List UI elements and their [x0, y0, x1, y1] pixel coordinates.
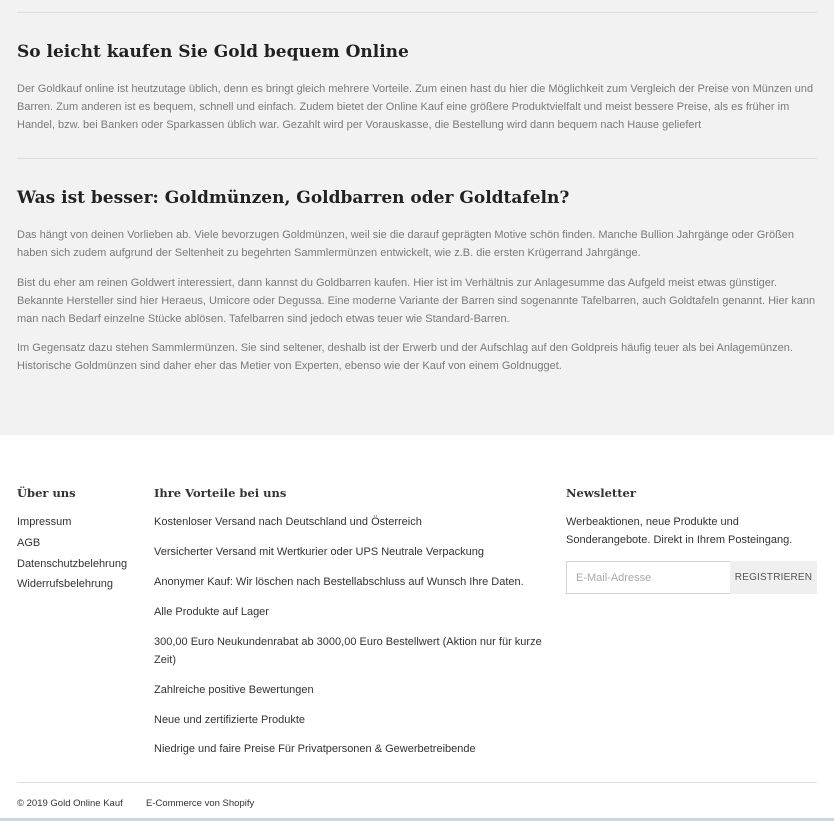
powered-by-link[interactable]: E-Commerce von Shopify [146, 798, 255, 809]
advantage-item: Niedrige und faire Preise Für Privatpersonen & Gewerbetreibende [154, 743, 476, 755]
footer-heading-newsletter: Newsletter [566, 486, 636, 500]
advantage-item: Alle Produkte auf Lager [154, 606, 269, 618]
advantage-item: Zahlreiche positive Bewertungen [154, 684, 314, 696]
advantage-item: Kostenloser Versand nach Deutschland und Österreich [154, 516, 422, 528]
advantage-item: Anonymer Kauf: Wir löschen nach Bestellabschluss auf Wunsch Ihre Daten. [154, 576, 524, 588]
footer-link-agb[interactable]: AGB [17, 537, 41, 549]
footer-heading-advantages: Ihre Vorteile bei uns [154, 486, 287, 500]
paragraph: Der Goldkauf online ist heutzutage üblich, denn es bringt gleich mehrere Vorteile. Zum einen hast du hier die Möglichkeit zum Vergleich der Preise von Münzen und Barren. Zum anderen ist es bequem, schnell und einfach. Zudem bietet der Online Kauf eine größere Produktvielfalt und meist bessere Preise, als es früher im Handel, bzw. bei Banken oder Sparkassen üblich war. Gezahlt wird per Vorauskasse, die Bestellung wird dann bequem nach Hause geliefert [17, 83, 814, 131]
footer-link-withdrawal[interactable]: Widerrufsbelehrung [17, 578, 113, 590]
divider [17, 782, 817, 783]
footer-link-impressum[interactable]: Impressum [17, 516, 72, 528]
advantage-item: 300,00 Euro Neukundenrabat ab 3000,00 Euro Bestellwert (Aktion nur für kurze Zeit) [154, 636, 542, 666]
newsletter-description: Werbeaktionen, neue Produkte und Sonderangebote. Direkt in Ihrem Posteingang. [566, 516, 793, 546]
divider [17, 12, 817, 13]
divider [17, 158, 817, 159]
section-title-comparison: Was ist besser: Goldmünzen, Goldbarren oder Goldtafeln? [17, 188, 570, 208]
section-title-buy-online: So leicht kaufen Sie Gold bequem Online [17, 42, 409, 62]
advantage-item: Neue und zertifizierte Produkte [154, 714, 306, 726]
newsletter-register-button[interactable]: REGISTRIEREN [730, 561, 817, 594]
copyright: © 2019 Gold Online Kauf [17, 798, 123, 809]
paragraph: Bist du eher am reinen Goldwert interessiert, dann kannst du Goldbarren kaufen. Hier ist im Verhältnis zur Anlagesumme das Aufgeld meist etwas günstiger. Bekannte Hersteller sind hier Heraeus, Umicore oder Degussa. Eine moderne Variante der Barren sind sogenannte Tafelbarren, auch Goldtafeln genannt. Hier kann man nach Bedarf einzelne Stücke ablösen. Tafelbarren sind jedoch etwas teuer wie Standard-Barren. [17, 277, 816, 325]
footer-link-privacy[interactable]: Datenschutzbelehrung [17, 558, 128, 570]
paragraph: Das hängt von deinen Vorlieben ab. Viele bevorzugen Goldmünzen, weil sie die darauf geprägten Motive schön finden. Manche Bullion Jahrgänge oder Größen haben sich zudem aufgrund der Seltenheit zu begehrten Sammlermünzen entwickelt, wie z.B. die ersten Krügerrand Jahrgänge. [17, 229, 795, 259]
paragraph: Im Gegensatz dazu stehen Sammlermünzen. Sie sind seltener, deshalb ist der Erwerb und der Aufschlag auf den Goldpreis häufig teuer als bei Anlagemünzen. Historische Goldmünzen sind daher eher das Metier von Experten, ebenso wie der Kauf von einem Goldnugget. [17, 342, 793, 372]
advantage-item: Versicherter Versand mit Wertkurier oder UPS Neutrale Verpackung [154, 546, 484, 558]
footer-heading-about: Über uns [17, 486, 76, 500]
newsletter-email-input[interactable] [566, 561, 730, 594]
